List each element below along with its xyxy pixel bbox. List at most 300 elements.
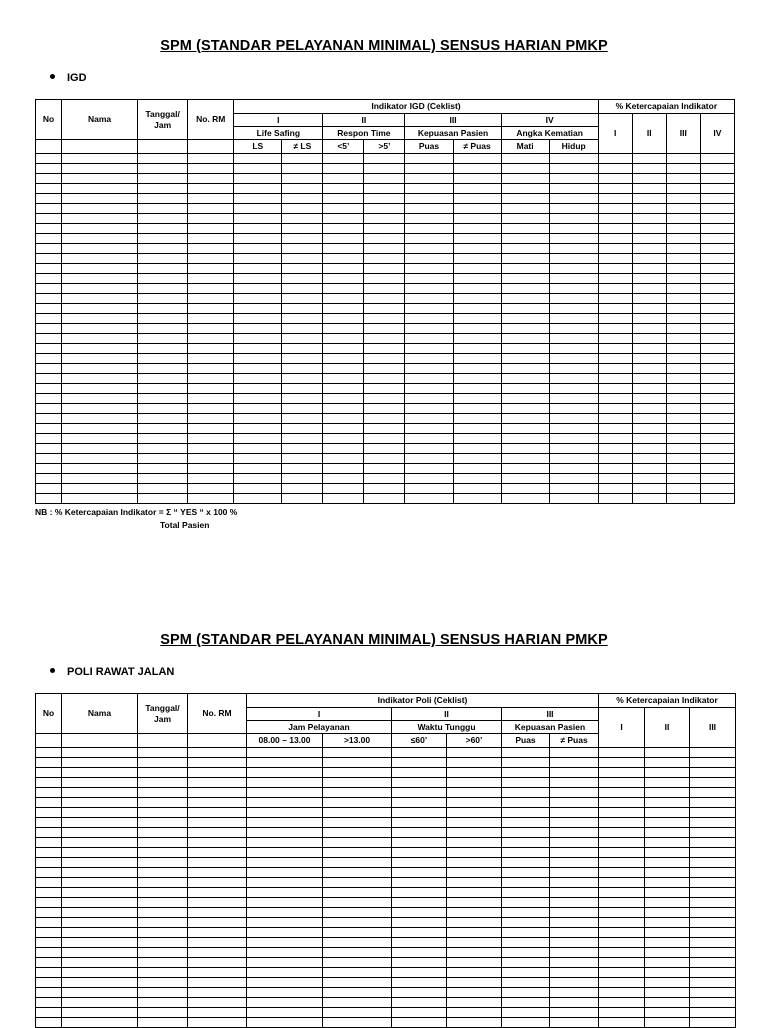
empty-cell [549, 384, 598, 394]
empty-cell [138, 414, 188, 424]
empty-cell [392, 988, 447, 998]
empty-cell [247, 1008, 323, 1018]
empty-cell [502, 998, 550, 1008]
empty-cell [323, 988, 392, 998]
table-row [36, 204, 735, 214]
col-blank [36, 734, 62, 748]
empty-cell [405, 324, 453, 334]
empty-cell [501, 244, 549, 254]
empty-cell [36, 354, 62, 364]
empty-cell [690, 828, 736, 838]
empty-cell [599, 998, 645, 1008]
empty-cell [501, 204, 549, 214]
empty-cell [323, 464, 364, 474]
empty-cell [502, 978, 550, 988]
empty-cell [323, 354, 364, 364]
empty-cell [392, 868, 447, 878]
empty-cell [188, 194, 234, 204]
empty-cell [501, 334, 549, 344]
empty-cell [501, 414, 549, 424]
empty-cell [62, 778, 138, 788]
empty-cell [501, 264, 549, 274]
empty-cell [247, 1018, 323, 1028]
empty-cell [364, 334, 405, 344]
empty-cell [62, 174, 138, 184]
empty-cell [364, 354, 405, 364]
table-row [36, 384, 735, 394]
empty-cell [36, 344, 62, 354]
empty-cell [234, 474, 282, 484]
empty-cell [138, 958, 188, 968]
empty-cell [323, 434, 364, 444]
empty-cell [323, 768, 392, 778]
empty-cell [447, 888, 502, 898]
empty-cell [700, 194, 734, 204]
empty-cell [138, 848, 188, 858]
empty-cell [36, 294, 62, 304]
empty-cell [447, 898, 502, 908]
empty-cell [453, 294, 501, 304]
empty-cell [36, 928, 62, 938]
empty-cell [700, 464, 734, 474]
empty-cell [247, 968, 323, 978]
empty-cell [138, 174, 188, 184]
empty-cell [405, 284, 453, 294]
empty-cell [599, 928, 645, 938]
empty-cell [690, 798, 736, 808]
empty-cell [598, 254, 632, 264]
empty-cell [62, 244, 138, 254]
table-row [36, 314, 735, 324]
empty-cell [502, 798, 550, 808]
empty-cell [247, 828, 323, 838]
section-heading-igd [50, 72, 87, 84]
empty-cell [502, 858, 550, 868]
empty-cell [632, 294, 666, 304]
indicator-num: I [247, 708, 392, 721]
empty-cell [188, 958, 247, 968]
empty-cell [138, 234, 188, 244]
empty-cell [550, 908, 599, 918]
empty-cell [447, 848, 502, 858]
empty-cell [598, 404, 632, 414]
empty-cell [666, 394, 700, 404]
empty-cell [188, 184, 234, 194]
empty-cell [62, 324, 138, 334]
empty-cell [36, 988, 62, 998]
indicator-name: Kepuasan Pasien [405, 127, 501, 140]
empty-cell [188, 454, 234, 464]
empty-cell [282, 334, 323, 344]
empty-cell [550, 968, 599, 978]
empty-cell [188, 394, 234, 404]
empty-cell [247, 928, 323, 938]
empty-cell [645, 928, 690, 938]
empty-cell [666, 274, 700, 284]
empty-cell [632, 214, 666, 224]
empty-cell [282, 264, 323, 274]
indicator-name: Life Safing [234, 127, 323, 140]
empty-cell [282, 234, 323, 244]
empty-cell [234, 374, 282, 384]
empty-cell [36, 254, 62, 264]
empty-cell [599, 778, 645, 788]
table-row [36, 908, 736, 918]
empty-cell [447, 748, 502, 758]
empty-cell [632, 394, 666, 404]
empty-cell [188, 174, 234, 184]
empty-cell [364, 254, 405, 264]
empty-cell [453, 484, 501, 494]
empty-cell [598, 334, 632, 344]
table-row [36, 394, 735, 404]
empty-cell [501, 344, 549, 354]
empty-cell [62, 454, 138, 464]
empty-cell [550, 758, 599, 768]
empty-cell [392, 918, 447, 928]
empty-cell [405, 424, 453, 434]
empty-cell [323, 384, 364, 394]
empty-cell [323, 898, 392, 908]
empty-cell [323, 424, 364, 434]
empty-cell [36, 464, 62, 474]
empty-cell [502, 848, 550, 858]
empty-cell [234, 384, 282, 394]
empty-cell [453, 234, 501, 244]
empty-cell [62, 364, 138, 374]
sub-header: LS [234, 140, 282, 154]
empty-cell [690, 988, 736, 998]
empty-cell [598, 424, 632, 434]
empty-cell [392, 968, 447, 978]
empty-cell [502, 878, 550, 888]
empty-cell [453, 164, 501, 174]
empty-cell [36, 938, 62, 948]
page-title-poli: SPM (STANDAR PELAYANAN MINIMAL) SENSUS HARIAN PMKP [160, 632, 608, 648]
empty-cell [188, 1008, 247, 1018]
empty-cell [188, 978, 247, 988]
empty-cell [234, 214, 282, 224]
empty-cell [364, 454, 405, 464]
empty-cell [36, 224, 62, 234]
empty-cell [323, 224, 364, 234]
indicator-name: Kepuasan Pasien [502, 721, 599, 734]
table-row [36, 778, 736, 788]
empty-cell [666, 384, 700, 394]
empty-cell [549, 294, 598, 304]
empty-cell [62, 444, 138, 454]
empty-cell [138, 304, 188, 314]
empty-cell [690, 788, 736, 798]
empty-cell [247, 988, 323, 998]
empty-cell [645, 878, 690, 888]
empty-cell [598, 154, 632, 164]
empty-cell [598, 494, 632, 504]
empty-cell [36, 184, 62, 194]
empty-cell [138, 194, 188, 204]
empty-cell [645, 858, 690, 868]
empty-cell [501, 254, 549, 264]
empty-cell [405, 314, 453, 324]
empty-cell [323, 254, 364, 264]
empty-cell [364, 164, 405, 174]
indicator-num: II [392, 708, 502, 721]
empty-cell [282, 434, 323, 444]
empty-cell [247, 918, 323, 928]
empty-cell [598, 474, 632, 484]
empty-cell [364, 214, 405, 224]
empty-cell [632, 274, 666, 284]
empty-cell [364, 394, 405, 404]
empty-cell [447, 758, 502, 768]
table-row [36, 284, 735, 294]
table-row [36, 464, 735, 474]
empty-cell [453, 284, 501, 294]
empty-cell [323, 748, 392, 758]
empty-cell [36, 768, 62, 778]
empty-cell [690, 888, 736, 898]
empty-cell [690, 768, 736, 778]
empty-cell [549, 374, 598, 384]
empty-cell [700, 324, 734, 334]
empty-cell [502, 968, 550, 978]
empty-cell [62, 858, 138, 868]
indicator-num: III [502, 708, 599, 721]
empty-cell [364, 244, 405, 254]
empty-cell [599, 908, 645, 918]
empty-cell [632, 404, 666, 414]
empty-cell [501, 274, 549, 284]
empty-cell [550, 768, 599, 778]
empty-cell [666, 414, 700, 424]
empty-cell [598, 414, 632, 424]
empty-cell [599, 858, 645, 868]
empty-cell [501, 174, 549, 184]
table-row [36, 234, 735, 244]
empty-cell [392, 998, 447, 1008]
empty-cell [392, 948, 447, 958]
empty-cell [405, 274, 453, 284]
empty-cell [323, 274, 364, 284]
empty-cell [138, 778, 188, 788]
empty-cell [392, 858, 447, 868]
empty-cell [323, 938, 392, 948]
empty-cell [138, 354, 188, 364]
empty-cell [549, 154, 598, 164]
empty-cell [549, 284, 598, 294]
empty-cell [62, 768, 138, 778]
empty-cell [550, 948, 599, 958]
empty-cell [447, 788, 502, 798]
empty-cell [502, 778, 550, 788]
empty-cell [666, 234, 700, 244]
empty-cell [447, 918, 502, 928]
empty-cell [549, 394, 598, 404]
empty-cell [36, 154, 62, 164]
empty-cell [36, 284, 62, 294]
empty-cell [392, 958, 447, 968]
empty-cell [392, 1018, 447, 1028]
poli-table [35, 693, 736, 1028]
empty-cell [62, 948, 138, 958]
empty-cell [690, 948, 736, 958]
empty-cell [364, 264, 405, 274]
empty-cell [247, 868, 323, 878]
empty-cell [323, 264, 364, 274]
empty-cell [234, 234, 282, 244]
empty-cell [550, 798, 599, 808]
empty-cell [282, 344, 323, 354]
empty-cell [690, 838, 736, 848]
table-row [36, 484, 735, 494]
table-row [36, 404, 735, 414]
empty-cell [645, 818, 690, 828]
empty-cell [502, 918, 550, 928]
empty-cell [62, 344, 138, 354]
empty-cell [323, 808, 392, 818]
empty-cell [502, 838, 550, 848]
empty-cell [599, 748, 645, 758]
empty-cell [138, 334, 188, 344]
empty-cell [550, 818, 599, 828]
col-blank [62, 734, 138, 748]
empty-cell [188, 244, 234, 254]
poli-table-body [36, 748, 736, 1028]
table-row [36, 1018, 736, 1028]
empty-cell [645, 958, 690, 968]
empty-cell [666, 484, 700, 494]
empty-cell [690, 858, 736, 868]
empty-cell [234, 324, 282, 334]
empty-cell [234, 254, 282, 264]
empty-cell [188, 998, 247, 1008]
empty-cell [364, 204, 405, 214]
empty-cell [599, 918, 645, 928]
empty-cell [188, 274, 234, 284]
indicator-num: III [405, 114, 501, 127]
empty-cell [550, 848, 599, 858]
empty-cell [62, 304, 138, 314]
empty-cell [550, 748, 599, 758]
empty-cell [666, 474, 700, 484]
empty-cell [36, 818, 62, 828]
empty-cell [188, 414, 234, 424]
empty-cell [598, 464, 632, 474]
empty-cell [282, 284, 323, 294]
empty-cell [36, 264, 62, 274]
empty-cell [323, 1008, 392, 1018]
empty-cell [188, 154, 234, 164]
empty-cell [138, 434, 188, 444]
empty-cell [405, 204, 453, 214]
empty-cell [700, 274, 734, 284]
empty-cell [700, 154, 734, 164]
empty-cell [188, 424, 234, 434]
empty-cell [598, 444, 632, 454]
empty-cell [282, 294, 323, 304]
empty-cell [550, 788, 599, 798]
empty-cell [645, 948, 690, 958]
empty-cell [36, 384, 62, 394]
empty-cell [188, 354, 234, 364]
empty-cell [392, 798, 447, 808]
empty-cell [36, 304, 62, 314]
empty-cell [62, 838, 138, 848]
empty-cell [447, 988, 502, 998]
empty-cell [62, 434, 138, 444]
empty-cell [188, 748, 247, 758]
nb-formula: NB : % Ketercapaian Indikator = Σ “ YES “ x 100 % [35, 507, 238, 517]
empty-cell [138, 888, 188, 898]
empty-cell [36, 798, 62, 808]
empty-cell [188, 848, 247, 858]
empty-cell [447, 1008, 502, 1018]
empty-cell [690, 878, 736, 888]
empty-cell [690, 808, 736, 818]
sub-header: ≠ Puas [453, 140, 501, 154]
empty-cell [666, 294, 700, 304]
col-blank [188, 734, 247, 748]
empty-cell [62, 204, 138, 214]
indicator-name: Jam Pelayanan [247, 721, 392, 734]
empty-cell [453, 444, 501, 454]
empty-cell [364, 234, 405, 244]
empty-cell [666, 444, 700, 454]
empty-cell [188, 838, 247, 848]
empty-cell [502, 928, 550, 938]
empty-cell [62, 274, 138, 284]
empty-cell [323, 234, 364, 244]
table-row [36, 858, 736, 868]
empty-cell [392, 838, 447, 848]
empty-cell [282, 484, 323, 494]
empty-cell [666, 454, 700, 464]
empty-cell [247, 898, 323, 908]
empty-cell [598, 284, 632, 294]
empty-cell [549, 204, 598, 214]
empty-cell [323, 444, 364, 454]
empty-cell [282, 224, 323, 234]
col-header-no-rm: No. RM [188, 694, 247, 734]
empty-cell [599, 958, 645, 968]
empty-cell [447, 1018, 502, 1028]
empty-cell [62, 938, 138, 948]
empty-cell [188, 204, 234, 214]
empty-cell [323, 364, 364, 374]
empty-cell [247, 748, 323, 758]
empty-cell [453, 404, 501, 414]
empty-cell [598, 374, 632, 384]
empty-cell [501, 494, 549, 504]
empty-cell [188, 888, 247, 898]
empty-cell [550, 928, 599, 938]
empty-cell [62, 848, 138, 858]
empty-cell [405, 214, 453, 224]
empty-cell [549, 354, 598, 364]
empty-cell [188, 254, 234, 264]
empty-cell [62, 464, 138, 474]
empty-cell [62, 384, 138, 394]
empty-cell [632, 234, 666, 244]
empty-cell [392, 908, 447, 918]
empty-cell [36, 788, 62, 798]
empty-cell [234, 404, 282, 414]
empty-cell [598, 194, 632, 204]
empty-cell [599, 898, 645, 908]
table-row [36, 888, 736, 898]
empty-cell [62, 918, 138, 928]
empty-cell [632, 364, 666, 374]
